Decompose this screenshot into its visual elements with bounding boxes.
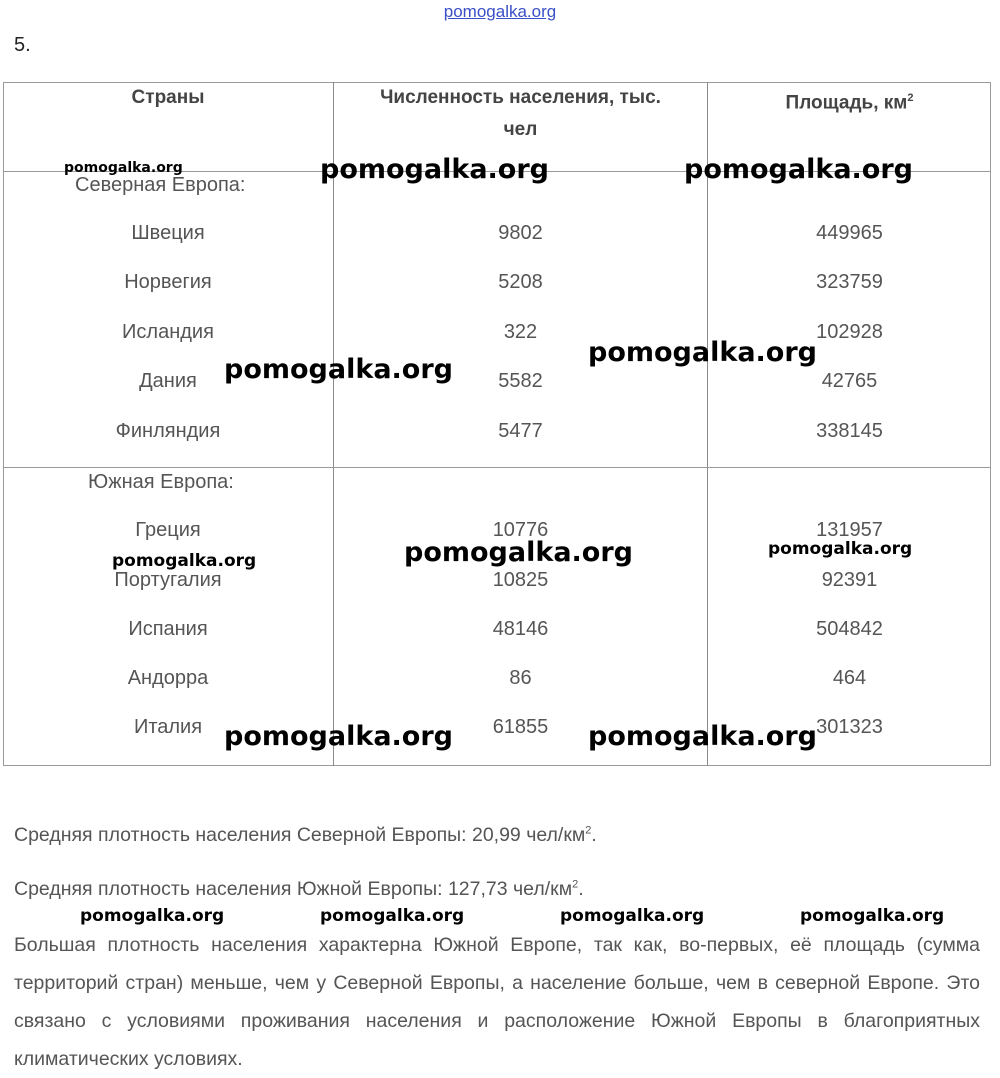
table-cell-country: Швеция (131, 222, 205, 244)
table-cell-area: 504842 (816, 618, 883, 640)
task-number: 5. (14, 34, 31, 56)
table-cell-population: 61855 (492, 716, 549, 738)
table-cell-population: 86 (509, 667, 532, 689)
table-cell-area: 92391 (821, 569, 878, 591)
header-population: Численность населения, тыс. чел (380, 87, 661, 140)
table-cell-country: Дания (139, 370, 197, 392)
table-cell-country: Италия (133, 716, 203, 738)
table-cell-population: 5477 (498, 420, 543, 442)
table-cell-country: Португалия (114, 569, 222, 591)
watermark: pomogalka.org (112, 551, 257, 571)
group-label-north: Северная Европа: (75, 174, 246, 196)
watermark: pomogalka.org (320, 154, 549, 185)
density-north: Средняя плотность населения Северной Европы: 20,99 чел/$км^2$. (14, 824, 597, 846)
watermark: pomogalka.org (684, 154, 913, 185)
table-cell-area: 464 (832, 667, 867, 689)
table-cell-area: 42765 (821, 370, 878, 392)
watermark: pomogalka.org (224, 354, 453, 385)
conclusion-paragraph: Большая плотность населения характерна Южной Европе, так как, во-первых, её площадь (сумма территорий стран) меньше, чем у Северной Европы, а население больше, чем в северной Европе. Это связано с условиями проживания населения и расположение Южной Европы в благоприятных климатических условиях. (14, 934, 980, 1070)
watermark: pomogalka.org (800, 906, 945, 926)
table-cell-area: 338145 (816, 420, 883, 442)
table-cell-population: 10776 (492, 519, 549, 541)
table-cell-area: 449965 (816, 222, 883, 244)
watermark: pomogalka.org (64, 160, 183, 176)
watermark: pomogalka.org (588, 721, 817, 752)
table-cell-area: 323759 (816, 271, 883, 293)
table-cell-population: 322 (503, 321, 538, 343)
header-area: Площадь, $км^2$ (785, 92, 914, 114)
watermark: pomogalka.org (224, 721, 453, 752)
table-cell-country: Финляндия (115, 420, 221, 442)
table-group-divider (3, 467, 991, 468)
table-cell-area: 102928 (816, 321, 883, 343)
table-cell-population: 5582 (498, 370, 543, 392)
watermark: pomogalka.org (320, 906, 465, 926)
watermark: pomogalka.org (80, 906, 225, 926)
table-cell-country: Исландия (122, 321, 214, 343)
table-cell-country: Андорра (127, 667, 209, 689)
table-cell-area: 131957 (816, 519, 883, 541)
header-country: Страны (131, 87, 205, 108)
table-cell-country: Греция (135, 519, 201, 541)
watermark: pomogalka.org (404, 537, 633, 568)
watermark: pomogalka.org (560, 906, 705, 926)
table-cell-country: Испания (128, 618, 208, 640)
table-cell-population: 48146 (492, 618, 549, 640)
group-label-south: Южная Европа: (88, 471, 234, 493)
table-cell-population: 9802 (498, 222, 543, 244)
watermark: pomogalka.org (588, 337, 817, 368)
table-cell-area: 301323 (816, 716, 883, 738)
table-cell-population: 5208 (498, 271, 543, 293)
table-cell-country: Норвегия (124, 271, 212, 293)
watermark: pomogalka.org (768, 539, 913, 559)
density-south: Средняя плотность населения Южной Европы: 127,73 чел/$км^2$. (14, 878, 584, 900)
table-cell-population: 10825 (492, 569, 549, 591)
site-link[interactable]: pomogalka.org (443, 2, 557, 21)
